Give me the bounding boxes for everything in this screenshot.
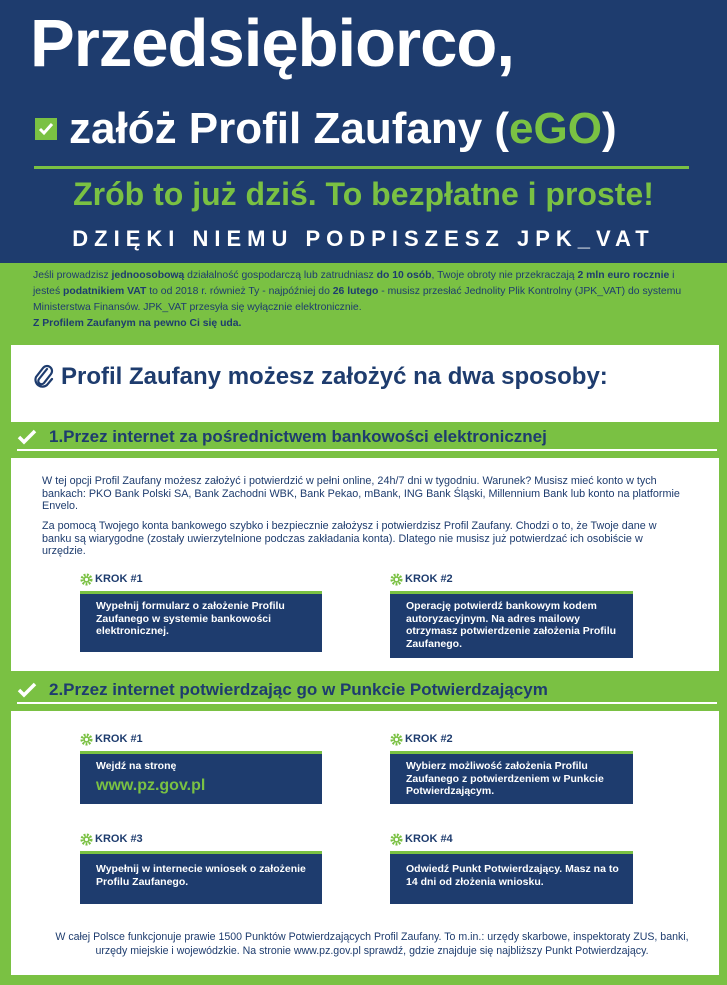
intro-closing: Z Profilem Zaufanym na pewno Ci się uda. xyxy=(33,318,242,329)
pz-gov-link[interactable]: www.pz.gov.pl xyxy=(96,776,206,794)
method2-divider xyxy=(17,702,717,704)
tagline: Zrób to już dziś. To bezpłatne i proste! xyxy=(73,176,654,212)
checkmark-icon xyxy=(17,429,37,445)
gear-icon xyxy=(390,733,403,746)
intro-text: Jeśli prowadzisz jednoosobową działalność gospodarczą lub zatrudniasz do 10 osób, Twoje obroty nie przekraczają 2 mln euro rocznie i jesteś podatnikiem VAT to od 2018 r. również Ty - najpóźniej do 26 lutego - musisz przesłać Jednolity Plik Kontrolny (JPK_VAT) do systemu Ministerstwa Finansów. JPK_VAT przesyła się wyłącznie elektronicznie. Z Profilem Zaufanym na pewno Ci się uda. xyxy=(33,270,682,329)
gear-icon xyxy=(80,573,93,586)
step-box: Wybierz możliwość założenia Profilu Zaufanego z potwierdzeniem w Punkcie Potwierdzającym. xyxy=(390,754,633,804)
method1-divider xyxy=(17,449,717,451)
step-box: Wypełnij w internecie wniosek o założenie Profilu Zaufanego. xyxy=(80,854,322,904)
ego-accent: eGO xyxy=(509,104,602,153)
ways-heading: Profil Zaufany możesz założyć na dwa sposoby: xyxy=(33,361,608,393)
method2-step2 xyxy=(390,732,633,804)
step-box: Wypełnij formularz o założenie Profilu Zaufanego w systemie bankowości elektronicznej. xyxy=(80,594,322,652)
page-title: Przedsiębiorco, xyxy=(30,6,514,81)
method1-step1 xyxy=(80,572,322,652)
subtitle-text: załóż Profil Zaufany (eGO) xyxy=(69,104,617,153)
gear-icon xyxy=(390,833,403,846)
step-label: KROK #3 xyxy=(80,832,322,846)
step-box: Odwiedź Punkt Potwierdzający. Masz na to 14 dni od złożenia wniosku. xyxy=(390,854,633,904)
gear-icon xyxy=(390,573,403,586)
method1-para2: Za pomocą Twojego konta bankowego szybko i bezpiecznie założysz i potwierdzisz Profil Zaufany. Chodzi o to, że Twoje dane w banku są wiarygodne (zostały uwierzytelnione podczas zakładania konta). Dlatego nie musisz już potwierdzać ich osobiście w urzędzie. xyxy=(42,520,657,557)
method1-heading: 1.Przez internet za pośrednictwem bankowości elektronicznej xyxy=(17,426,547,448)
method1-panel xyxy=(11,458,719,671)
method2-panel xyxy=(11,711,719,975)
footer-text: W całej Polsce funkcjonuje prawie 1500 Punktów Potwierdzających Profil Zaufany. To m.in.: urzędy skarbowe, inspektoraty ZUS, banki, urzędy miejskie i wojewódzkie. Na stronie www.pz.gov.pl sprawdź, gdzie znajduje się najbliższy Punkt Potwierdzający. xyxy=(55,931,689,957)
checkmark-icon xyxy=(17,682,37,698)
paperclip-icon xyxy=(33,364,55,390)
header-banner xyxy=(0,0,727,263)
step-label: KROK #4 xyxy=(390,832,633,846)
gear-icon xyxy=(80,733,93,746)
method2-step4 xyxy=(390,832,633,904)
checkmark-icon xyxy=(35,118,57,140)
ways-box xyxy=(11,345,719,422)
gear-icon xyxy=(80,833,93,846)
step-box: Wejdź na stronę www.pz.gov.pl xyxy=(80,754,322,804)
method2-step1 xyxy=(80,732,322,804)
step-label: KROK #2 xyxy=(390,732,633,746)
method1-step2 xyxy=(390,572,633,658)
subtitle xyxy=(35,104,617,154)
jpk-vat-caption: DZIĘKI NIEMU PODPISZESZ JPK_VAT xyxy=(72,226,655,251)
step-label: KROK #1 xyxy=(80,732,322,746)
step-label: KROK #2 xyxy=(390,572,633,586)
header-divider xyxy=(34,166,689,169)
method2-heading: 2.Przez internet potwierdzając go w Punkcie Potwierdzającym xyxy=(17,679,548,701)
step-box: Operację potwierdź bankowym kodem autoryzacyjnym. Na adres mailowy otrzymasz potwierdzenie założenia Profilu Zaufanego. xyxy=(390,594,633,658)
method2-step3 xyxy=(80,832,322,904)
method1-para1: W tej opcji Profil Zaufany możesz założyć i potwierdzić w pełni online, 24h/7 dni w tygodniu. Warunek? Musisz mieć konto w tych bankach: PKO Bank Polski SA, Bank Zachodni WBK, Bank Pekao, mBank, ING Bank Śląski, Millennium Bank lub konto na platformie Envelo. xyxy=(42,475,680,512)
step-label: KROK #1 xyxy=(80,572,322,586)
